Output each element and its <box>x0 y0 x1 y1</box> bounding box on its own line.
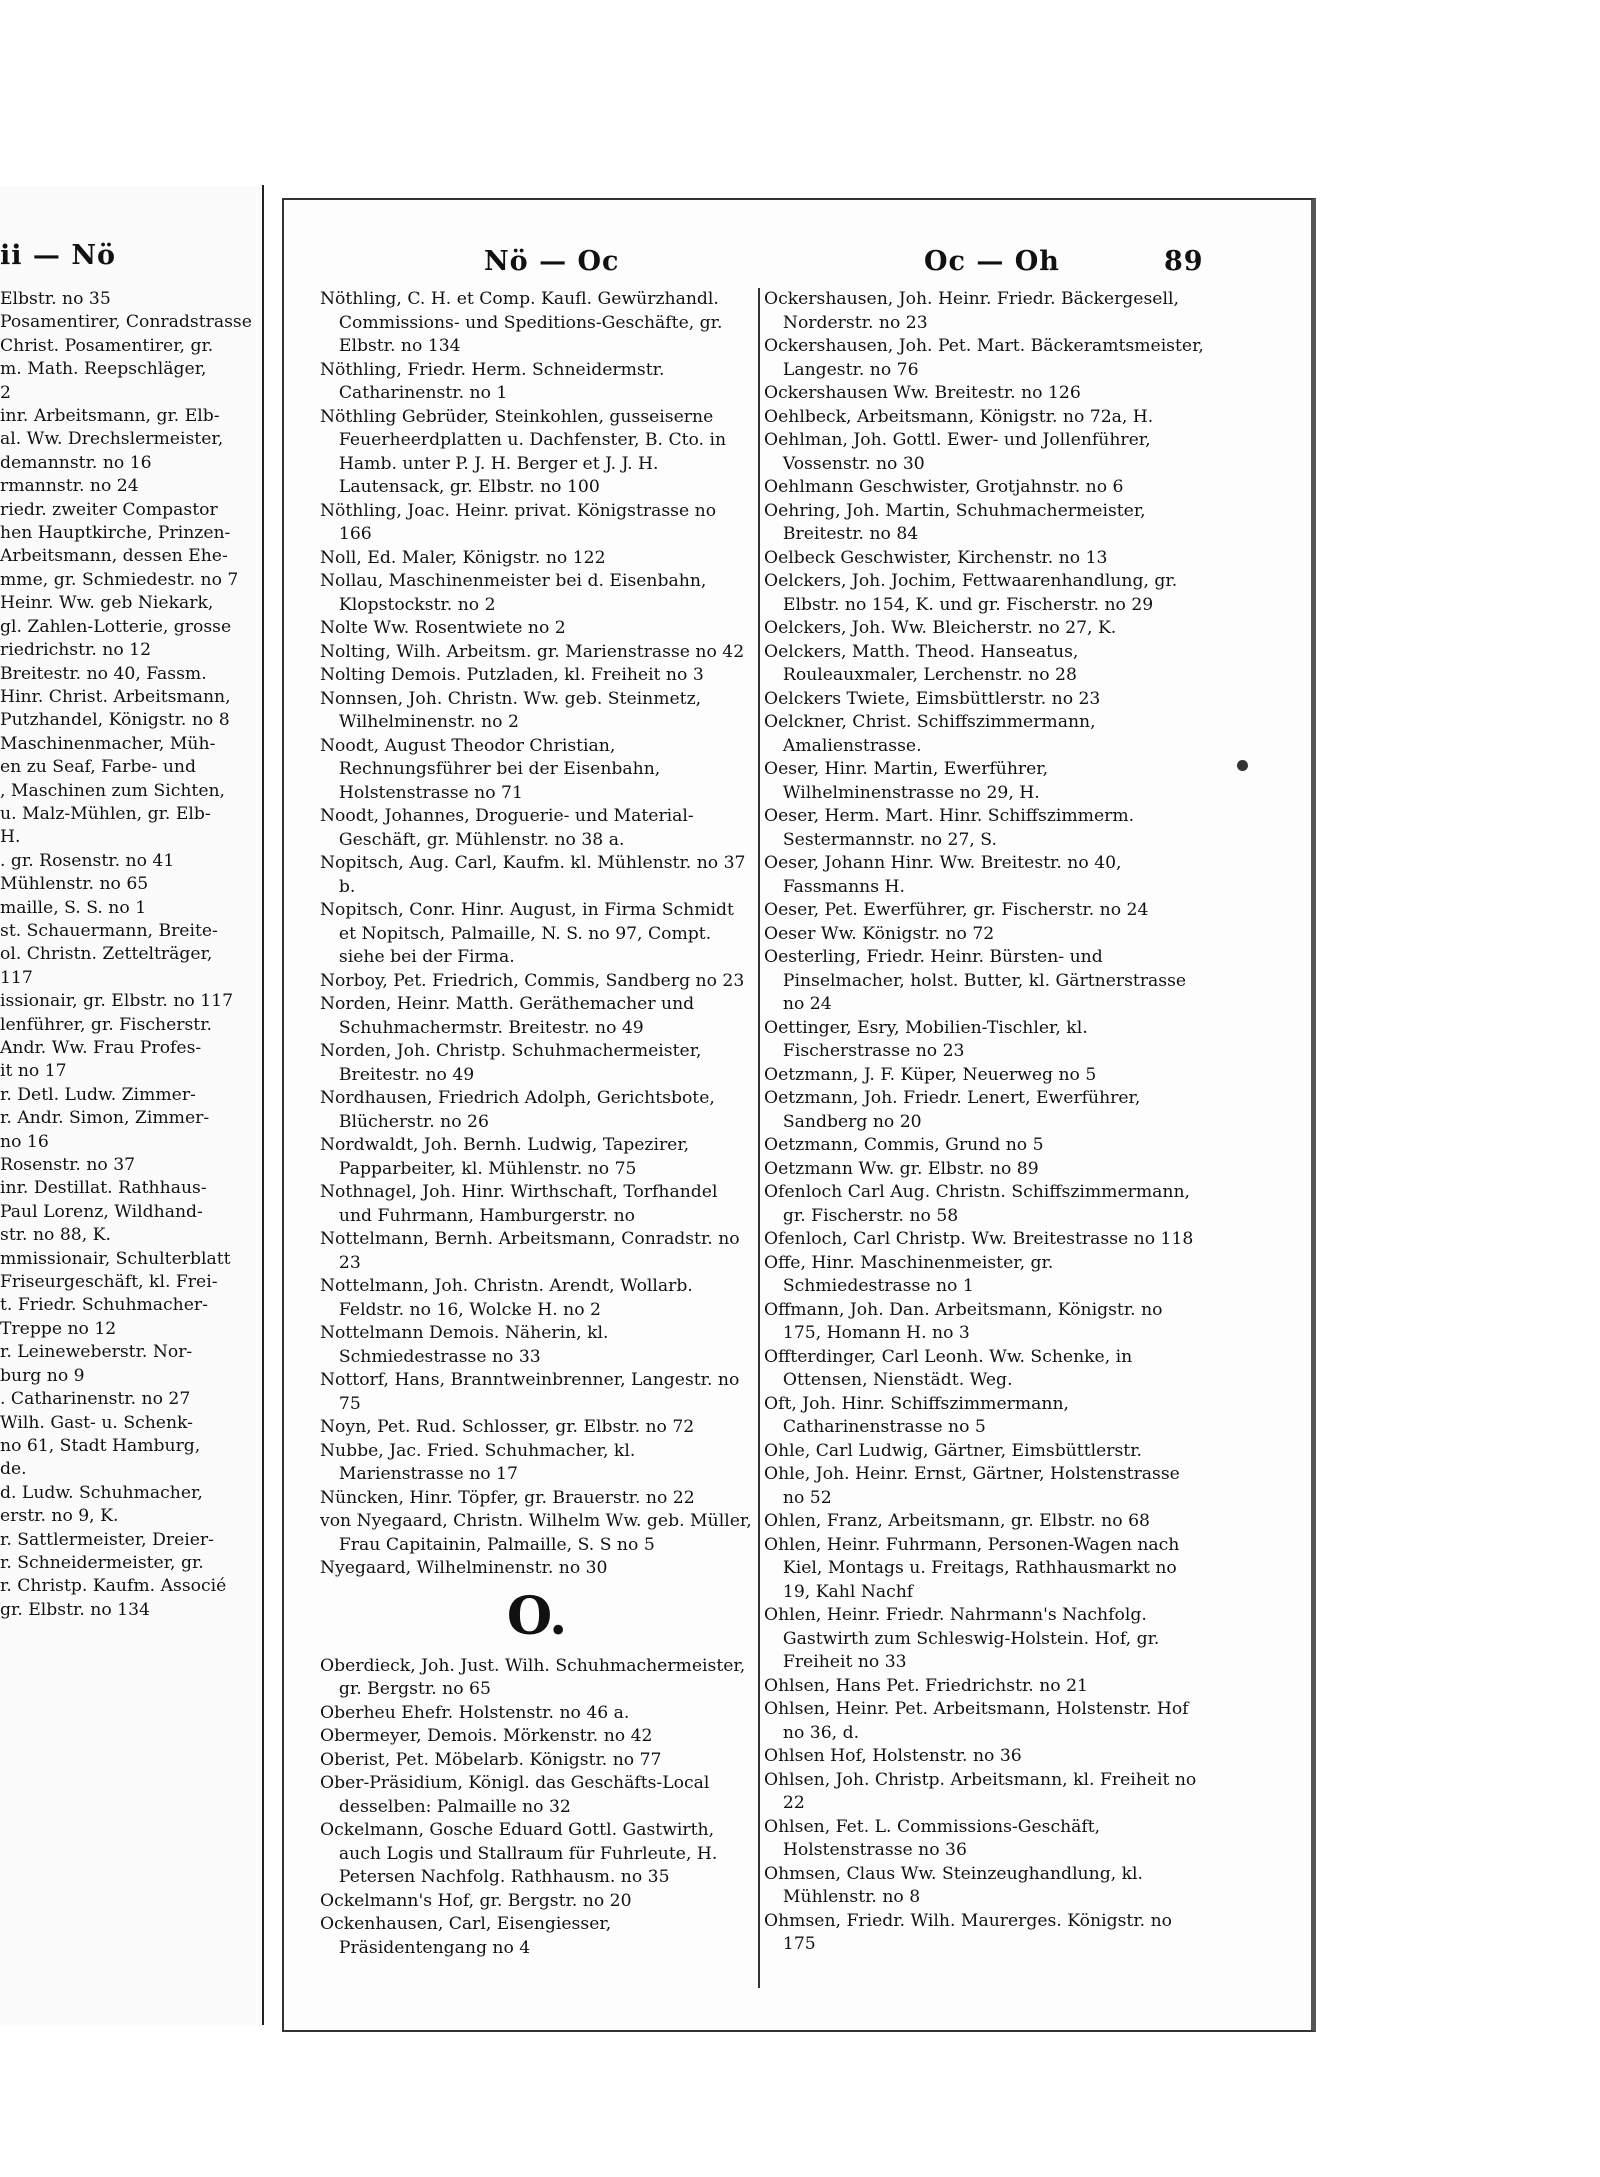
left-page-line: inr. Arbeitsmann, gr. Elb- <box>0 406 220 427</box>
directory-entry: Oeser, Pet. Ewerführer, gr. Fischerstr. no 24 <box>764 900 1149 920</box>
section-letter: O. <box>506 1585 568 1647</box>
left-page-line: hen Hauptkirche, Prinzen- <box>0 523 231 544</box>
directory-entry: Offe, Hinr. Maschinenmeister, gr. Schmiedestrasse no 1 <box>764 1252 1054 1296</box>
directory-entry: Oelckers, Matth. Theod. Hanseatus, Rouleauxmaler, Lerchenstr. no 28 <box>764 641 1079 685</box>
entries-oc-oh <box>764 288 1204 1957</box>
directory-entry: Nubbe, Jac. Fried. Schuhmacher, kl. Marienstrasse no 17 <box>320 1440 636 1484</box>
left-page-line: , Maschinen zum Sichten, <box>0 780 226 801</box>
directory-entry: Nolte Ww. Rosentwiete no 2 <box>320 618 566 638</box>
left-page-line: inr. Destillat. Rathhaus- <box>0 1178 207 1199</box>
directory-entry: Ofenloch Carl Aug. Christn. Schiffszimmermann, gr. Fischerstr. no 58 <box>764 1182 1191 1226</box>
directory-entry: Ohlsen, Joh. Christp. Arbeitsmann, kl. Freiheit no 22 <box>764 1769 1197 1813</box>
left-page-line: 2 <box>0 382 11 403</box>
left-page-line: burg no 9 <box>0 1365 85 1386</box>
directory-entry: Nolting, Wilh. Arbeitsm. gr. Marienstrasse no 42 <box>320 641 745 662</box>
left-page-line: Posamentirer, Conradstrasse <box>0 312 252 333</box>
left-page-line: . gr. Rosenstr. no 41 <box>0 850 175 871</box>
left-page-line: no 61, Stadt Hamburg, <box>0 1435 201 1456</box>
left-page-line: Mühlenstr. no 65 <box>0 874 149 895</box>
page-number: 89 <box>1164 246 1204 277</box>
directory-entry: Nyegaard, Wilhelminenstr. no 30 <box>320 1558 608 1578</box>
directory-entry: Oehlbeck, Arbeitsmann, Königstr. no 72a, H. <box>764 406 1154 427</box>
directory-entry: Nonnsen, Joh. Christn. Ww. geb. Steinmetz, Wilhelminenstr. no 2 <box>320 688 702 732</box>
left-page-line: r. Sattlermeister, Dreier- <box>0 1529 214 1550</box>
directory-entry: Oelckers Twiete, Eimsbüttlerstr. no 23 <box>764 688 1101 709</box>
left-page-line: erstr. no 9, K. <box>0 1506 119 1527</box>
left-page-line: r. Detl. Ludw. Zimmer- <box>0 1084 196 1105</box>
left-page-line: Putzhandel, Königstr. no 8 <box>0 710 230 731</box>
left-page-line: t. Friedr. Schuhmacher- <box>0 1295 208 1316</box>
directory-entry: Oelckers, Joh. Jochim, Fettwaarenhandlung, gr. Elbstr. no 154, K. und gr. Fischerstr. no 29 <box>764 571 1178 615</box>
directory-entry: Oehlman, Joh. Gottl. Ewer- und Jollenführer, Vossenstr. no 30 <box>764 430 1151 474</box>
left-page-line: de. <box>0 1459 27 1480</box>
directory-entry: Ockelmann's Hof, gr. Bergstr. no 20 <box>320 1890 632 1911</box>
directory-entry: Noodt, Johannes, Droguerie- und Material-Geschäft, gr. Mühlenstr. no 38 a. <box>320 806 694 850</box>
left-page-line: 117 <box>0 967 33 988</box>
directory-entry: Nöthling, Joac. Heinr. privat. Königstrasse no 166 <box>320 500 717 544</box>
directory-entry: Nöthling, Friedr. Herm. Schneidermstr. Catharinenstr. no 1 <box>320 359 665 403</box>
left-page-line: issionair, gr. Elbstr. no 117 <box>0 991 234 1012</box>
directory-entry: Oetzmann Ww. gr. Elbstr. no 89 <box>764 1158 1039 1179</box>
directory-entry: Nottelmann, Bernh. Arbeitsmann, Conradstr. no 23 <box>320 1229 740 1273</box>
left-page-text <box>0 288 262 1622</box>
directory-entry: Oberist, Pet. Möbelarb. Königstr. no 77 <box>320 1749 662 1770</box>
left-page-line: riedr. zweiter Compastor <box>0 499 218 520</box>
directory-entry: Noodt, August Theodor Christian, Rechnungsführer bei der Eisenbahn, Holstenstrasse no 71 <box>320 735 661 803</box>
directory-entry: Oetzmann, J. F. Küper, Neuerweg no 5 <box>764 1064 1097 1085</box>
directory-entry: Oelckner, Christ. Schiffszimmermann, Amalienstrasse. <box>764 712 1096 756</box>
directory-entry: Ohlen, Heinr. Fuhrmann, Personen-Wagen nach Kiel, Montags u. Freitags, Rathhausmarkt no 19, Kahl Nachf <box>764 1534 1180 1602</box>
directory-entry: Offterdinger, Carl Leonh. Ww. Schenke, in Ottensen, Nienstädt. Weg. <box>764 1346 1133 1390</box>
directory-entry: Ohlsen, Heinr. Pet. Arbeitsmann, Holstenstr. Hof no 36, d. <box>764 1699 1189 1743</box>
directory-entry: Nopitsch, Conr. Hinr. August, in Firma Schmidt et Nopitsch, Palmaille, N. S. no 97, Compt. siehe bei der Firma. <box>320 900 734 967</box>
directory-entry: Ohlsen, Fet. L. Commissions-Geschäft, Holstenstrasse no 36 <box>764 1816 1101 1860</box>
directory-entry: Noll, Ed. Maler, Königstr. no 122 <box>320 547 606 568</box>
left-page-line: Paul Lorenz, Wildhand- <box>0 1201 203 1222</box>
directory-entry: Nothnagel, Joh. Hinr. Wirthschaft, Torfhandel und Fuhrmann, Hamburgerstr. no <box>320 1182 718 1226</box>
directory-entry: Ohlsen, Hans Pet. Friedrichstr. no 21 <box>764 1675 1088 1696</box>
left-page-line: lenführer, gr. Fischerstr. <box>0 1014 212 1035</box>
directory-entry: Oehring, Joh. Martin, Schuhmachermeister, Breitestr. no 84 <box>764 500 1146 544</box>
left-page-header: ii — Nö <box>0 240 117 271</box>
left-page-line: st. Schauermann, Breite- <box>0 920 218 941</box>
directory-entry: Oberdieck, Joh. Just. Wilh. Schuhmachermeister, gr. Bergstr. no 65 <box>320 1655 746 1699</box>
left-page-line: rmannstr. no 24 <box>0 476 139 497</box>
left-page-line: al. Ww. Drechslermeister, <box>0 429 224 450</box>
header-range-right: Oc — Oh <box>924 246 1060 277</box>
left-page-line: Heinr. Ww. geb Niekark, <box>0 593 214 614</box>
left-page-line: u. Malz-Mühlen, gr. Elb- <box>0 803 211 824</box>
directory-entry: Noyn, Pet. Rud. Schlosser, gr. Elbstr. no 72 <box>320 1417 695 1437</box>
left-page-line: Hinr. Christ. Arbeitsmann, <box>0 686 231 707</box>
directory-entry: Oelbeck Geschwister, Kirchenstr. no 13 <box>764 547 1108 568</box>
left-page-line: en zu Seaf, Farbe- und <box>0 757 196 778</box>
left-page-line: Christ. Posamentirer, gr. <box>0 335 214 356</box>
entries-n <box>320 288 754 1581</box>
right-page <box>282 198 1316 2032</box>
directory-entry: Ockershausen Ww. Breitestr. no 126 <box>764 383 1081 403</box>
left-page-line: no 16 <box>0 1131 49 1152</box>
left-page-line: Treppe no 12 <box>0 1318 117 1339</box>
directory-entry: Nottelmann Demois. Näherin, kl. Schmiedestrasse no 33 <box>320 1323 609 1367</box>
left-page-line: maille, S. S. no 1 <box>0 897 147 918</box>
left-page-line: Breitestr. no 40, Fassm. <box>0 663 207 684</box>
directory-entry: Nordwaldt, Joh. Bernh. Ludwig, Tapezirer, Papparbeiter, kl. Mühlenstr. no 75 <box>320 1135 690 1179</box>
left-page-line: . Catharinenstr. no 27 <box>0 1389 191 1410</box>
directory-entry: Ohmsen, Claus Ww. Steinzeughandlung, kl. Mühlenstr. no 8 <box>764 1863 1144 1907</box>
left-page-line: gl. Zahlen-Lotterie, grosse <box>0 616 232 637</box>
directory-entry: Ohmsen, Friedr. Wilh. Maurerges. Königstr. no 175 <box>764 1910 1172 1954</box>
directory-entry: Oft, Joh. Hinr. Schiffszimmermann, Catharinenstrasse no 5 <box>764 1393 1070 1437</box>
directory-entry: Oeser Ww. Königstr. no 72 <box>764 923 995 944</box>
directory-entry: Oetzmann, Commis, Grund no 5 <box>764 1135 1044 1155</box>
directory-entry: Ohle, Carl Ludwig, Gärtner, Eimsbüttlerstr. <box>764 1440 1142 1461</box>
directory-entry: Ober-Präsidium, Königl. das Geschäfts-Local desselben: Palmaille no 32 <box>320 1773 710 1817</box>
directory-entry: Nüncken, Hinr. Töpfer, gr. Brauerstr. no 22 <box>320 1487 695 1508</box>
directory-entry: Oeser, Herm. Mart. Hinr. Schiffszimmerm. Sestermannstr. no 27, S. <box>764 806 1135 850</box>
left-page-line: Rosenstr. no 37 <box>0 1155 136 1176</box>
left-page-line: d. Ludw. Schuhmacher, <box>0 1482 203 1503</box>
directory-entry: Nottelmann, Joh. Christn. Arendt, Wollarb. Feldstr. no 16, Wolcke H. no 2 <box>320 1276 693 1320</box>
left-page-line: ol. Christn. Zettelträger, <box>0 944 213 965</box>
left-page-line: Maschinenmacher, Müh- <box>0 733 216 754</box>
directory-entry: Ohle, Joh. Heinr. Ernst, Gärtner, Holstenstrasse no 52 <box>764 1464 1180 1508</box>
left-page-line: it no 17 <box>0 1061 67 1082</box>
directory-entry: Oeser, Hinr. Martin, Ewerführer, Wilhelminenstrasse no 29, H. <box>764 759 1049 803</box>
directory-entry: Nolting Demois. Putzladen, kl. Freiheit no 3 <box>320 665 704 685</box>
left-page <box>0 185 264 2025</box>
directory-entry: Nordhausen, Friedrich Adolph, Gerichtsbote, Blücherstr. no 26 <box>320 1088 715 1132</box>
left-page-line: Wilh. Gast- u. Schenk- <box>0 1412 193 1433</box>
column-2 <box>764 288 1204 1957</box>
directory-entry: Nöthling Gebrüder, Steinkohlen, gusseiserne Feuerheerdplatten u. Dachfenster, B. Cto. in Hamb. unter P. J. H. Berger et J. J. H. Lautensack, gr. Elbstr. no 100 <box>320 406 727 497</box>
directory-entry: Ohlsen Hof, Holstenstr. no 36 <box>764 1746 1022 1766</box>
directory-entry: Nollau, Maschinenmeister bei d. Eisenbahn, Klopstockstr. no 2 <box>320 571 707 615</box>
left-page-line: riedrichstr. no 12 <box>0 640 152 661</box>
directory-entry: Norden, Heinr. Matth. Geräthemacher und Schuhmachermstr. Breitestr. no 49 <box>320 994 695 1038</box>
left-page-line: mme, gr. Schmiedestr. no 7 <box>0 569 239 590</box>
directory-entry: Nopitsch, Aug. Carl, Kaufm. kl. Mühlenstr. no 37 b. <box>320 853 746 897</box>
left-page-line: r. Leineweberstr. Nor- <box>0 1342 193 1363</box>
left-page-line: m. Math. Reepschläger, <box>0 359 207 380</box>
directory-entry: Ofenloch, Carl Christp. Ww. Breitestrasse no 118 <box>764 1229 1194 1249</box>
left-page-line: str. no 88, K. <box>0 1225 111 1246</box>
directory-entry: Obermeyer, Demois. Mörkenstr. no 42 <box>320 1726 653 1746</box>
left-page-line: Elbstr. no 35 <box>0 289 111 309</box>
left-page-line: Andr. Ww. Frau Profes- <box>0 1038 202 1058</box>
directory-entry: von Nyegaard, Christn. Wilhelm Ww. geb. Müller, Frau Capitainin, Palmaille, S. S no 5 <box>320 1511 752 1555</box>
directory-entry: Ohlen, Franz, Arbeitsmann, gr. Elbstr. no 68 <box>764 1511 1150 1531</box>
directory-entry: Ohlen, Heinr. Friedr. Nahrmann's Nachfolg. Gastwirth zum Schleswig-Holstein. Hof, gr. Freiheit no 33 <box>764 1605 1160 1672</box>
directory-entry: Oberheu Ehefr. Holstenstr. no 46 a. <box>320 1702 630 1723</box>
directory-entry: Oehlmann Geschwister, Grotjahnstr. no 6 <box>764 477 1124 497</box>
left-page-line: H. <box>0 827 21 848</box>
directory-entry: Norden, Joh. Christp. Schuhmachermeister, Breitestr. no 49 <box>320 1041 702 1085</box>
directory-entry: Nottorf, Hans, Branntweinbrenner, Langestr. no 75 <box>320 1370 740 1414</box>
left-page-line: r. Christp. Kaufm. Associé <box>0 1576 227 1597</box>
directory-entry: Oesterling, Friedr. Heinr. Bürsten- und Pinselmacher, holst. Butter, kl. Gärtnerstrasse no 24 <box>764 947 1187 1014</box>
left-page-line: mmissionair, Schulterblatt <box>0 1248 231 1269</box>
directory-entry: Nöthling, C. H. et Comp. Kaufl. Gewürzhandl. Commissions- und Speditions-Geschäfte, gr. Elbstr. no 134 <box>320 289 723 356</box>
column-1 <box>320 288 754 1960</box>
column-divider <box>758 288 760 1988</box>
directory-entry: Norboy, Pet. Friedrich, Commis, Sandberg no 23 <box>320 970 745 991</box>
directory-entry: Offmann, Joh. Dan. Arbeitsmann, Königstr. no 175, Homann H. no 3 <box>764 1299 1163 1343</box>
ink-speck <box>1237 760 1248 771</box>
entries-o <box>320 1655 754 1961</box>
directory-entry: Ockershausen, Joh. Heinr. Friedr. Bäckergesell, Norderstr. no 23 <box>764 289 1179 333</box>
directory-entry: Ockenhausen, Carl, Eisengiesser, Präsidentengang no 4 <box>320 1914 612 1958</box>
directory-entry: Oelckers, Joh. Ww. Bleicherstr. no 27, K. <box>764 618 1117 638</box>
left-page-line: Friseurgeschäft, kl. Frei- <box>0 1272 218 1293</box>
header-range-left: Nö — Oc <box>484 246 620 277</box>
directory-entry: Oettinger, Esry, Mobilien-Tischler, kl. Fischerstrasse no 23 <box>764 1017 1088 1061</box>
directory-entry: Oetzmann, Joh. Friedr. Lenert, Ewerführer, Sandberg no 20 <box>764 1088 1141 1132</box>
left-page-line: gr. Elbstr. no 134 <box>0 1599 150 1620</box>
left-page-line: r. Schneidermeister, gr. <box>0 1552 204 1573</box>
directory-entry: Ockelmann, Gosche Eduard Gottl. Gastwirth, auch Logis und Stallraum für Fuhrleute, H. Petersen Nachfolg. Rathhausm. no 35 <box>320 1820 718 1887</box>
left-page-line: Arbeitsmann, dessen Ehe- <box>0 546 228 567</box>
directory-entry: Ockershausen, Joh. Pet. Mart. Bäckeramtsmeister, Langestr. no 76 <box>764 336 1204 380</box>
left-page-line: demannstr. no 16 <box>0 452 152 473</box>
directory-entry: Oeser, Johann Hinr. Ww. Breitestr. no 40, Fassmanns H. <box>764 853 1122 897</box>
left-page-line: r. Andr. Simon, Zimmer- <box>0 1108 210 1129</box>
